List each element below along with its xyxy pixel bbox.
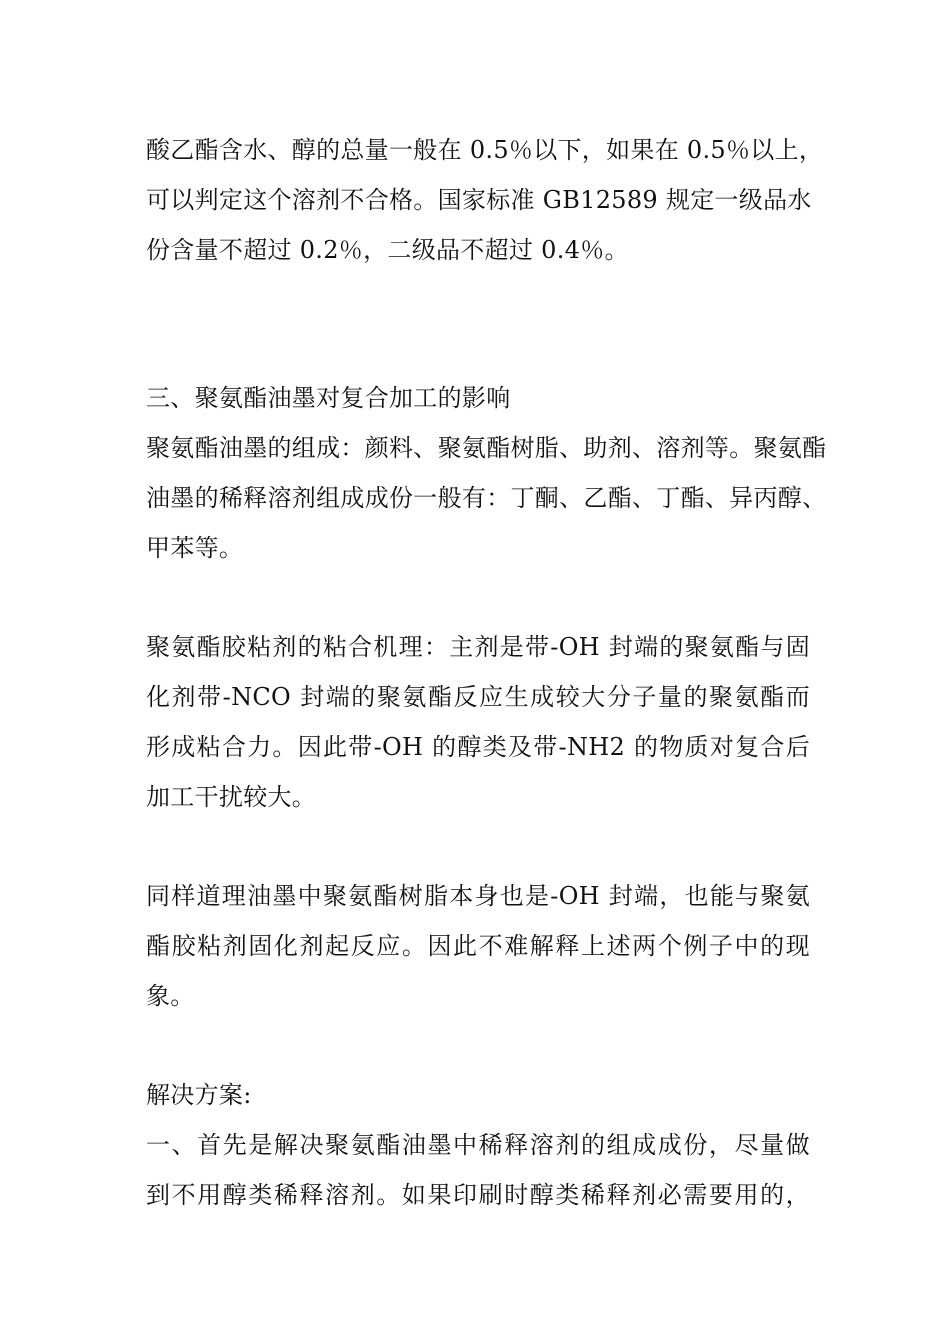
paragraph-line: 酸乙酯含水、醇的总量一般在 0.5％以下，如果在 0.5％以上， xyxy=(146,136,824,164)
paragraph-line: 甲苯等。 xyxy=(146,534,244,562)
paragraph-line: 份含量不超过 0.2％，二级品不超过 0.4％。 xyxy=(146,236,629,264)
paragraph-line: 加工干扰较大。 xyxy=(146,783,317,811)
paragraph-line: 聚氨酯胶粘剂的粘合机理：主剂是带-OH 封端的聚氨酯与固 xyxy=(146,633,810,661)
solution-heading: 解决方案: xyxy=(146,1081,252,1109)
paragraph-line: 油墨的稀释溶剂组成成份一般有：丁酮、乙酯、丁酯、异丙醇、 xyxy=(146,484,827,512)
paragraph-line: 化剂带-NCO 封端的聚氨酯反应生成较大分子量的聚氨酯而 xyxy=(146,683,810,711)
paragraph-line: 可以判定这个溶剂不合格。国家标准 GB12589 规定一级品水 xyxy=(146,186,812,214)
paragraph-line: 一、首先是解决聚氨酯油墨中稀释溶剂的组成成份，尽量做 xyxy=(146,1131,810,1159)
paragraph-line: 到不用醇类稀释溶剂。如果印刷时醇类稀释剂必需要用的， xyxy=(146,1181,810,1209)
paragraph-line: 酯胶粘剂固化剂起反应。因此不难解释上述两个例子中的现 xyxy=(146,932,810,960)
section-heading: 三、聚氨酯油墨对复合加工的影响 xyxy=(146,384,511,412)
paragraph-line: 聚氨酯油墨的组成：颜料、聚氨酯树脂、助剂、溶剂等。聚氨酯 xyxy=(146,434,827,462)
paragraph-line: 同样道理油墨中聚氨酯树脂本身也是-OH 封端，也能与聚氨 xyxy=(146,882,810,910)
paragraph-line: 象。 xyxy=(146,982,195,1010)
paragraph-line: 形成粘合力。因此带-OH 的醇类及带-NH2 的物质对复合后 xyxy=(146,733,810,761)
